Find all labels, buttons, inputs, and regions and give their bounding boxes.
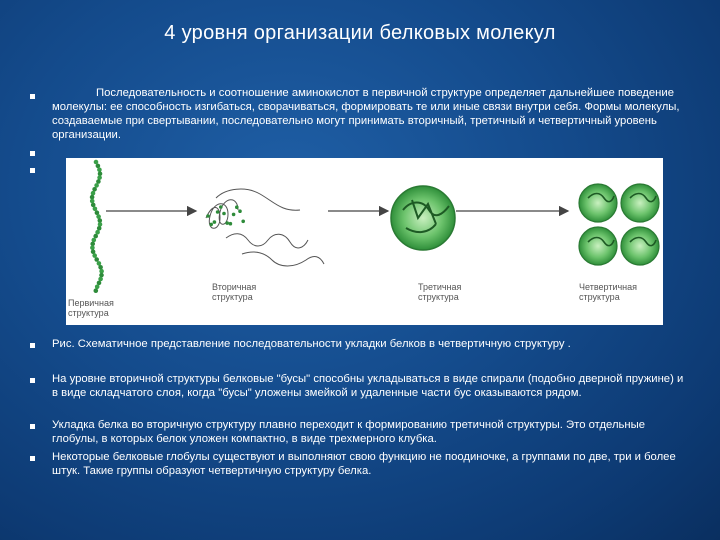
chain-bead xyxy=(92,238,97,243)
protein-structure-figure xyxy=(66,158,663,325)
quaternary-structure-paragraph: Некоторые белковые глобулы существуют и выполняют свою функцию не поодиночке, а группами по две, три и более штук. Такие группы образуют четвертичную структуру белка. xyxy=(52,451,676,477)
chain-bead xyxy=(90,246,95,251)
helix-bead xyxy=(238,209,242,213)
chain-bead xyxy=(94,183,99,188)
slide-title: 4 уровня организации белковых молекул xyxy=(164,22,556,44)
chain-bead xyxy=(98,171,103,176)
chain-bead xyxy=(99,273,104,278)
primary-chain xyxy=(90,160,104,293)
bullet xyxy=(30,424,35,429)
intro-paragraph-text: Последовательность и соотношение аминокислот в первичной структуре определяет дальнейшее поведение молекулы: ее способность изгибаться, сворачиваться, формировать те или иные связи внутри себя. Формы молекулы, создаваемые при свертывании, последовательно могут принимать вторичный, третичный и четвертичный уровень организации. xyxy=(52,87,680,141)
helix-bead xyxy=(222,212,226,216)
quaternary-structure-label xyxy=(579,282,637,302)
tertiary-label-line1: Третичная xyxy=(418,282,462,292)
tertiary-label-line2: структура xyxy=(418,292,459,302)
figure-caption: Рис. Схематичное представление последовательности укладки белков в четвертичную структуру . xyxy=(52,338,571,350)
secondary-label-line1: Вторичная xyxy=(212,282,257,292)
secondary-structure-paragraph: На уровне вторичной структуры белковые "бусы" способны укладываться в виде спирали (подобно дверной пружине) и в виде складчатого слоя, когда "бусы" уложены змейкой и удаленные части бус оказываются рядом. xyxy=(52,373,684,399)
chain-bead xyxy=(93,207,98,212)
tertiary-structure-label xyxy=(418,282,461,302)
chain-bead xyxy=(98,222,103,227)
tertiary-structure-paragraph: Укладка белка во вторичную структуру плавно переходит к формированию третичной структуры. Это отдельные глобулы, в которых белок уложен компактно, в виде трехмерного клубка. xyxy=(52,419,646,445)
chain-bead xyxy=(95,230,100,235)
helix-bead xyxy=(241,220,245,224)
bullet xyxy=(30,456,35,461)
quaternary-globules xyxy=(579,184,659,265)
quaternary-label-line1: Четвертичная xyxy=(579,282,638,292)
helix-bead xyxy=(229,222,233,226)
quaternary-label-line2: структура xyxy=(579,292,620,302)
chain-bead xyxy=(97,175,102,180)
tertiary-globule xyxy=(391,186,455,250)
intro-paragraph xyxy=(52,86,692,142)
chain-bead xyxy=(93,234,98,239)
secondary-structure-label xyxy=(212,282,256,302)
chain-bead xyxy=(97,168,102,173)
protein-structure-illustration xyxy=(66,158,663,325)
bullet xyxy=(30,151,35,156)
chain-bead xyxy=(90,242,95,247)
helix-bead xyxy=(235,205,239,209)
chain-bead xyxy=(91,191,96,196)
helix-bead xyxy=(219,205,223,209)
chain-bead xyxy=(90,199,95,204)
helix-bead xyxy=(206,214,210,218)
helix-bead xyxy=(216,210,220,214)
primary-structure-label xyxy=(68,298,114,318)
chain-bead xyxy=(96,214,101,219)
bullet xyxy=(30,168,35,173)
chain-bead xyxy=(94,160,99,165)
helix-bead xyxy=(232,213,236,217)
chain-bead xyxy=(92,253,97,258)
bullet xyxy=(30,378,35,383)
bullet xyxy=(30,343,35,348)
bullet xyxy=(30,94,35,99)
helix-bead xyxy=(213,220,217,224)
chain-bead xyxy=(94,257,99,262)
secondary-label-line2: структура xyxy=(212,292,253,302)
chain-bead xyxy=(94,288,99,293)
chain-bead xyxy=(98,265,103,270)
secondary-structure-helix xyxy=(206,189,324,266)
primary-label-line1: Первичная xyxy=(68,298,114,308)
helix-bead xyxy=(225,221,229,225)
primary-label-line2: структура xyxy=(68,308,109,318)
helix-bead xyxy=(209,223,213,227)
